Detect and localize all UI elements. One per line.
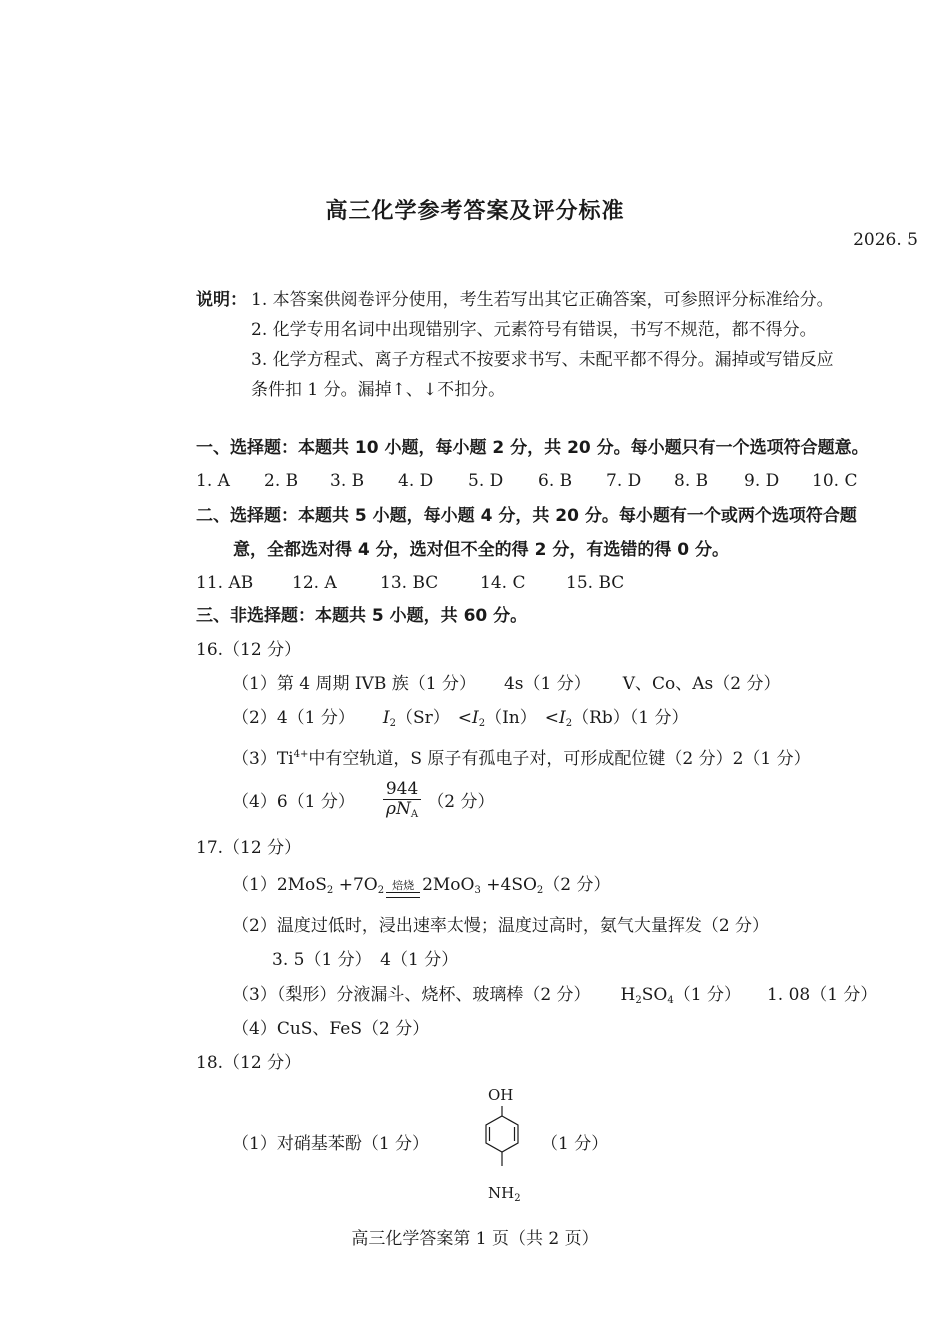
q16-rb: （Rb）（1 分） [572, 708, 689, 728]
page-footer: 高三化学答案第 1 页（共 2 页） [351, 1229, 599, 1249]
answer: 10. C [812, 471, 858, 491]
formula-h: H [620, 985, 636, 1005]
answer: 6. B [538, 471, 573, 491]
notes-label: 说明： [196, 290, 247, 310]
note-1: 1. 本答案供阅卷评分使用，考生若写出其它正确答案，可参照评分标准给分。 [251, 290, 834, 310]
q16-1a: （1）第 4 周期 IVB 族（1 分） [232, 674, 476, 694]
q18-heading: 18.（12 分） [196, 1053, 302, 1073]
oh-label: OH [488, 1086, 514, 1104]
fraction-denominator [386, 800, 418, 824]
ionization-symbol: I [559, 708, 566, 728]
subscript: 4 [667, 995, 674, 1006]
aminophenol-structure [470, 1086, 540, 1206]
q17-line1 [232, 873, 611, 903]
q16-line2 [232, 708, 689, 734]
section1-answers [196, 471, 857, 491]
condition-label: 焙烧 [392, 879, 415, 892]
q16-in: （In） [485, 708, 537, 728]
q16-sr: （Sr） [395, 708, 450, 728]
fraction-numerator: 944 [383, 780, 421, 800]
subscript: 2 [478, 718, 486, 729]
note-2: 2. 化学专用名词中出现错别字、元素符号有错误，书写不规范，都不得分。 [251, 320, 817, 340]
q16-2a: （2）4（1 分） [232, 708, 355, 728]
section3-heading: 三、非选择题：本题共 5 小题，共 60 分。 [196, 606, 528, 626]
q16-3-pre: （3）Ti [232, 749, 294, 769]
denominator-text: ρN [386, 799, 411, 819]
q16-line1 [232, 674, 780, 694]
answer: 4. D [398, 471, 434, 491]
section2-heading-cont: 意，全都选对得 4 分，选对但不全的得 2 分，有选错的得 0 分。 [233, 540, 729, 560]
answer: 8. B [674, 471, 709, 491]
q17-line3 [232, 985, 877, 1011]
eq-reactant2: +7O [333, 875, 378, 895]
q16-line4 [232, 780, 495, 824]
q17-line2: （2）温度过低时，浸出速率太慢；温度过高时，氨气大量挥发（2 分） [232, 916, 770, 936]
nh2-label [488, 1184, 521, 1204]
q16-4b: （2 分） [427, 792, 495, 812]
answer: 5. D [468, 471, 504, 491]
q16-3-post: 中有空轨道，S 原子有孤电子对，可形成配位键（2 分）2（1 分） [308, 749, 811, 769]
q18-line1a: （1）对硝基苯酚（1 分） [232, 1134, 430, 1154]
q16-1c: V、Co、As（2 分） [622, 674, 781, 694]
page-title: 高三化学参考答案及评分标准 [325, 199, 625, 224]
q17-heading: 17.（12 分） [196, 838, 302, 858]
q17-3-score: （1 分） [673, 985, 741, 1005]
answer: 2. B [264, 471, 299, 491]
eq-reactant: （1）2MoS [232, 875, 327, 895]
eq-product2: +4SO [480, 875, 537, 895]
q16-heading: 16.（12 分） [196, 640, 302, 660]
nh-text: NH [488, 1184, 515, 1202]
density-fraction [383, 780, 421, 824]
note-3-cont: 条件扣 1 分。漏掉↑、↓不扣分。 [251, 380, 506, 400]
q17-1-score: （2 分） [543, 875, 611, 895]
equals-bars [386, 892, 420, 898]
section2-answers [196, 573, 624, 593]
date: 2026. 5 [853, 230, 918, 250]
answer: 11. AB [196, 573, 254, 593]
ionization-symbol: I [471, 708, 479, 728]
note-3: 3. 化学方程式、离子方程式不按要求书写、未配平都不得分。漏掉或写错反应 [251, 350, 834, 370]
answer: 12. A [292, 573, 337, 593]
answer: 15. BC [566, 573, 625, 593]
less-than: < [457, 708, 472, 728]
section1-heading: 一、选择题：本题共 10 小题，每小题 2 分，共 20 分。每小题只有一个选项符合题意。 [196, 438, 869, 458]
subscript: 2 [326, 885, 334, 896]
q16-1b: 4s（1 分） [503, 674, 591, 694]
q17-line2b: 3. 5（1 分） 4（1 分） [272, 950, 459, 970]
answer: 1. A [196, 471, 230, 491]
subscript: 2 [377, 885, 385, 896]
q18-line1b: （1 分） [541, 1134, 609, 1154]
subscript: 3 [474, 885, 481, 896]
less-than: < [544, 708, 559, 728]
answer: 3. B [330, 471, 365, 491]
subscript: 2 [389, 718, 396, 729]
q16-line3 [232, 745, 811, 769]
subscript: 2 [514, 1193, 521, 1204]
answer: 9. D [744, 471, 780, 491]
q17-line4: （4）CuS、FeS（2 分） [232, 1019, 430, 1039]
reaction-condition [386, 880, 420, 903]
answer: 14. C [480, 573, 526, 593]
q17-3c: 1. 08（1 分） [766, 985, 878, 1005]
q17-3a: （3）（梨形）分液漏斗、烧杯、玻璃棒（2 分） [232, 985, 591, 1005]
subscript: A [410, 809, 419, 820]
ionization-symbol: I [382, 708, 390, 728]
superscript: 4+ [293, 749, 309, 760]
subscript: 2 [565, 718, 573, 729]
answer: 7. D [606, 471, 642, 491]
subscript: 2 [635, 995, 642, 1006]
section2-heading: 二、选择题：本题共 5 小题，每小题 4 分，共 20 分。每小题有一个或两个选项符合题 [196, 506, 857, 526]
answer: 13. BC [380, 573, 439, 593]
eq-product: 2MoO [422, 875, 475, 895]
formula-so: SO [641, 985, 668, 1005]
q16-4a: （4）6（1 分） [232, 792, 355, 812]
subscript: 2 [536, 885, 544, 896]
